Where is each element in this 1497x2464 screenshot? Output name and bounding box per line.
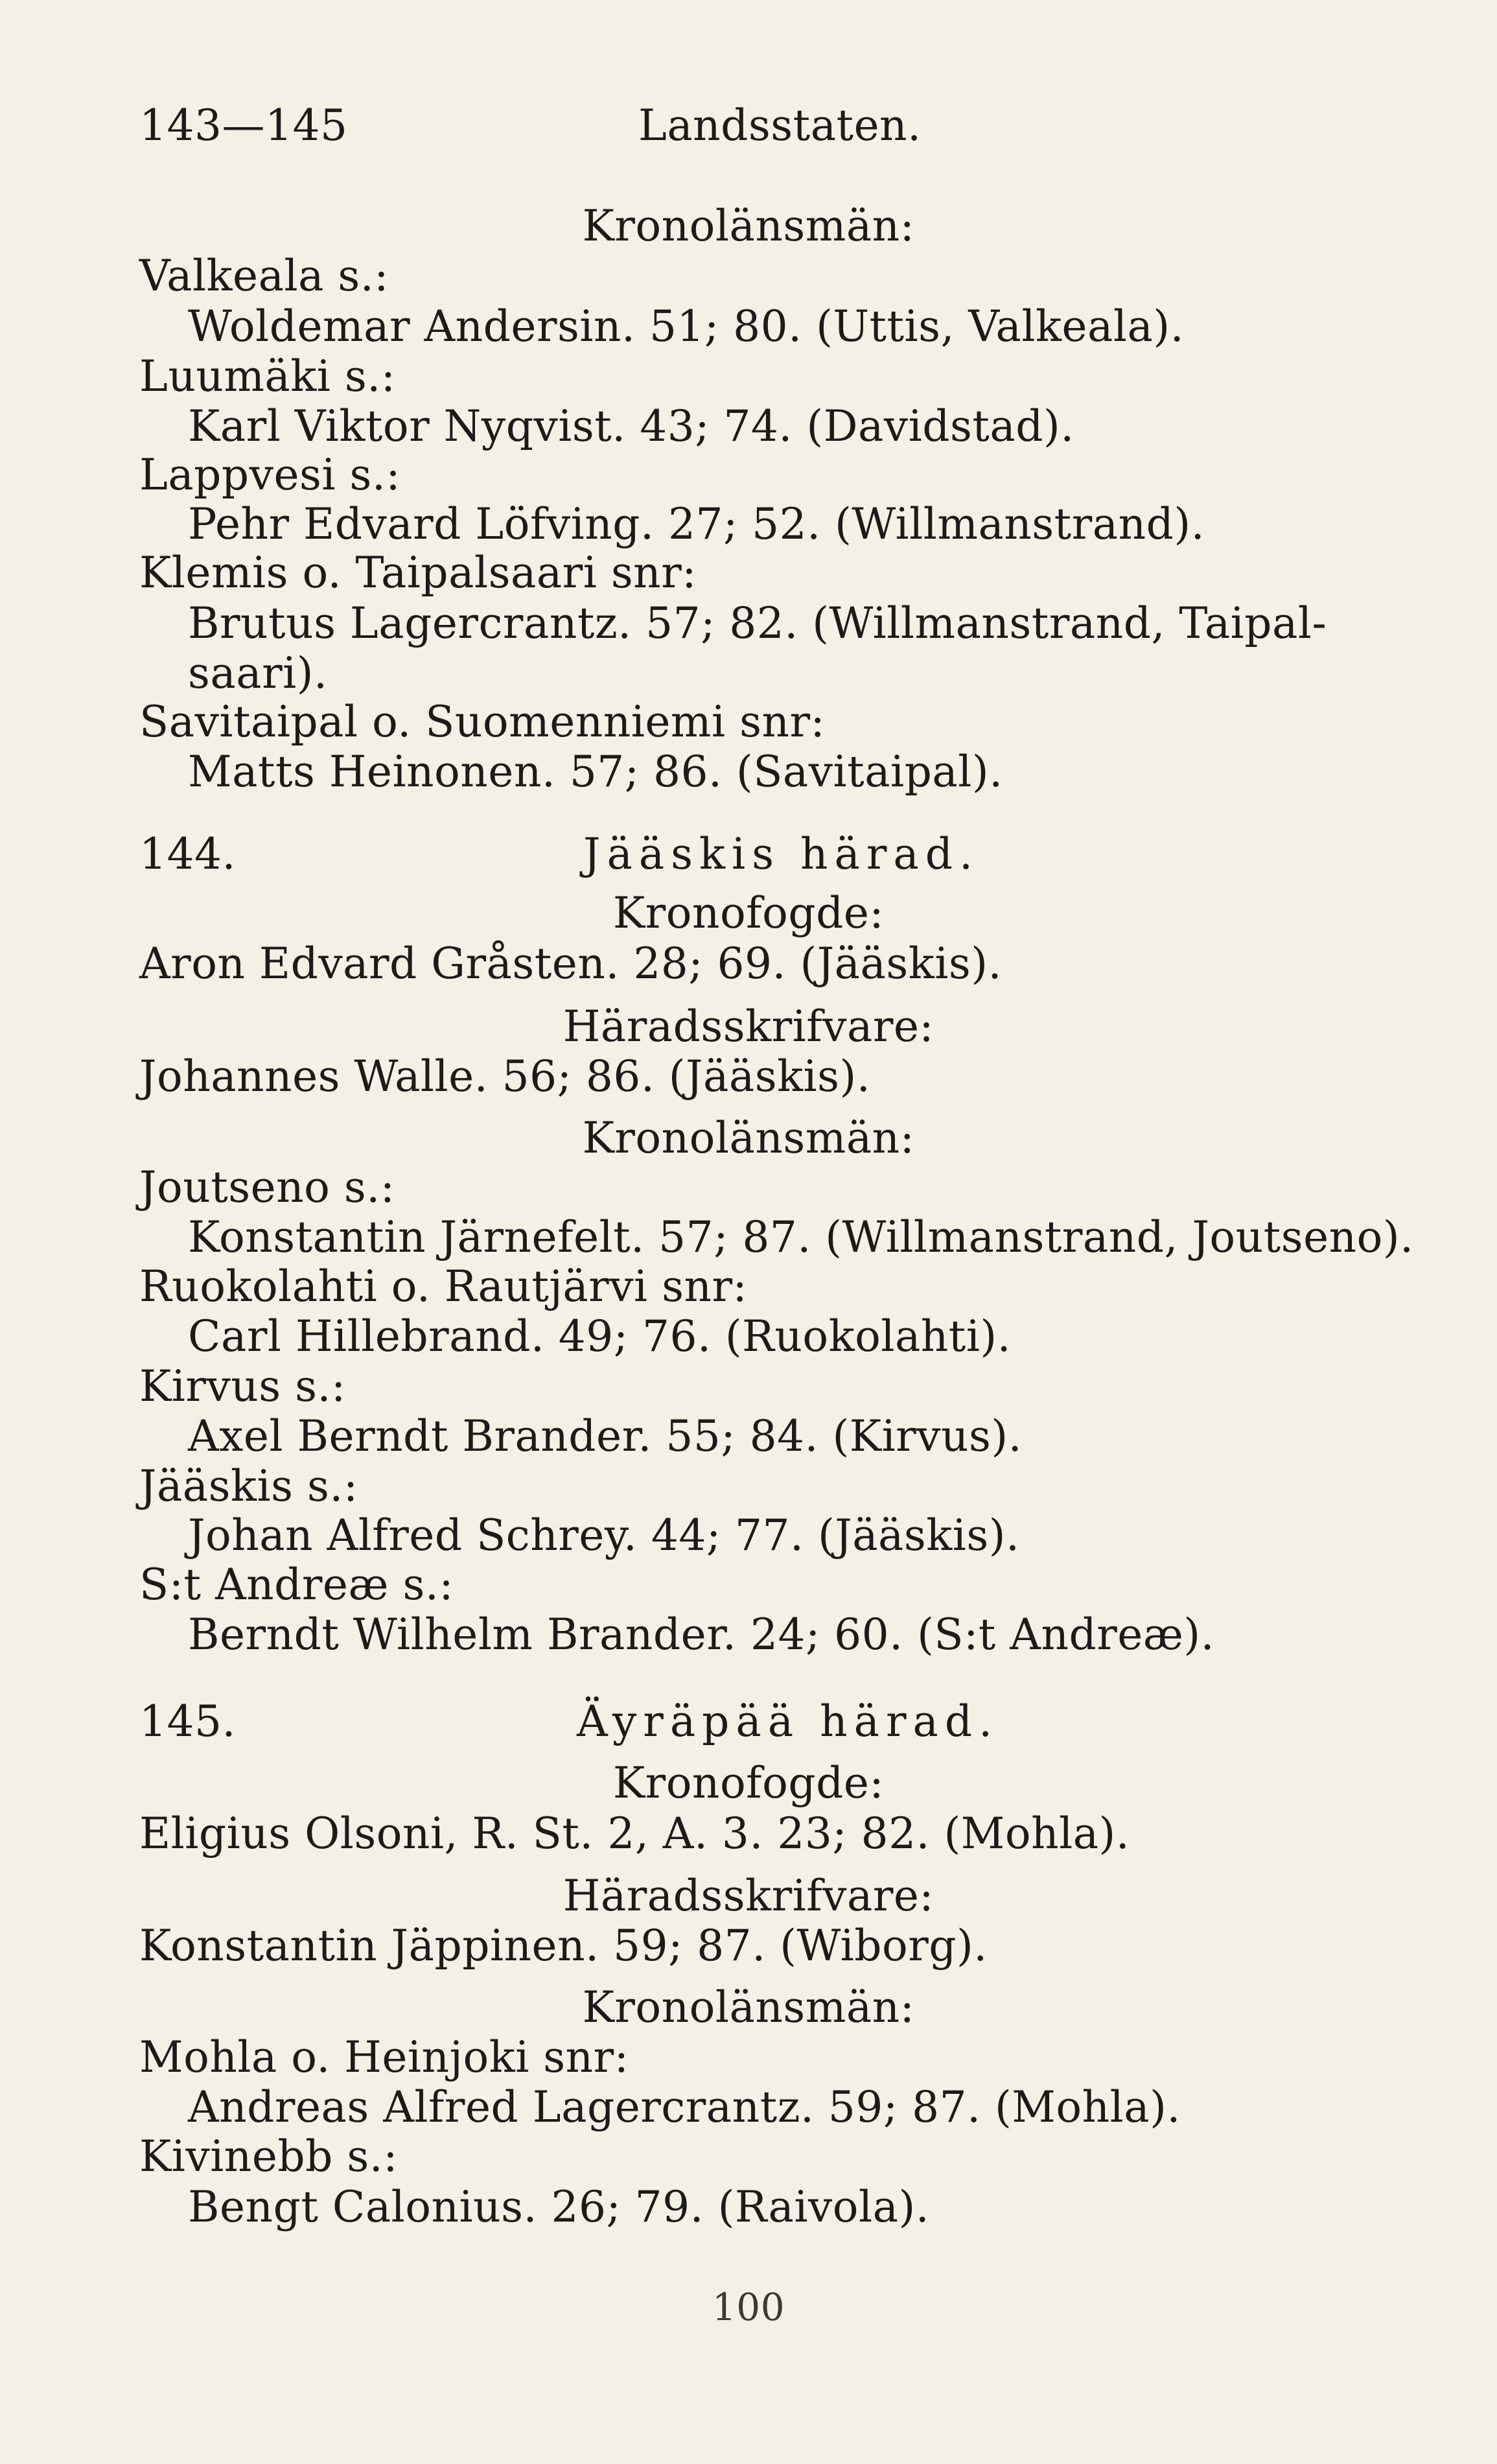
section-number-145: 145.	[139, 1696, 236, 1746]
location-line: Kirvus s.:	[139, 1361, 346, 1411]
location-line: S:t Andreæ s.:	[139, 1560, 454, 1610]
entry-line: Andreas Alfred Lagercrantz. 59; 87. (Mohla).	[188, 2082, 1181, 2132]
location-line: Savitaipal o. Suomenniemi snr:	[139, 697, 826, 747]
location-line: Jääskis s.:	[139, 1461, 358, 1511]
entry-line: Woldemar Andersin. 51; 80. (Uttis, Valkeala).	[188, 301, 1185, 351]
entry-line: Karl Viktor Nyqvist. 43; 74. (Davidstad).	[188, 401, 1074, 451]
location-line: Luumäki s.:	[139, 351, 396, 401]
haradsskrifvare-heading-144: Häradsskrifvare:	[563, 1002, 934, 1051]
section-title-144: Jääskis härad.	[583, 829, 979, 879]
kronofogde-heading-144: Kronofogde:	[612, 888, 885, 938]
entry-line: Bengt Calonius. 26; 79. (Raivola).	[188, 2182, 930, 2232]
location-line: Kivinebb s.:	[139, 2131, 398, 2181]
location-line: Ruokolahti o. Rautjärvi snr:	[139, 1261, 748, 1311]
kronolansman-heading-145: Kronolänsmän:	[582, 1982, 915, 2032]
page-number: 100	[712, 2285, 785, 2329]
kronofogde-entry-144: Aron Edvard Gråsten. 28; 69. (Jääskis).	[139, 939, 1002, 989]
entry-line: Matts Heinonen. 57; 86. (Savitaipal).	[188, 747, 1003, 797]
entry-line: Konstantin Järnefelt. 57; 87. (Willmanstrand, Joutseno).	[188, 1212, 1414, 1262]
entry-line: Pehr Edvard Löfving. 27; 52. (Willmanstrand).	[188, 499, 1205, 549]
haradsskrifvare-heading-145: Häradsskrifvare:	[563, 1871, 934, 1921]
location-line: Mohla o. Heinjoki snr:	[139, 2032, 629, 2082]
kronolansman-heading-143: Kronolänsmän:	[582, 201, 915, 251]
location-line: Klemis o. Taipalsaari snr:	[139, 548, 697, 598]
running-title: Landsstaten.	[638, 100, 922, 150]
entry-line: Axel Berndt Brander. 55; 84. (Kirvus).	[188, 1411, 1023, 1461]
entry-continuation: saari).	[188, 648, 328, 698]
location-line: Lappvesi s.:	[139, 450, 401, 500]
kronofogde-entry-145: Eligius Olsoni, R. St. 2, A. 3. 23; 82. (Mohla).	[139, 1809, 1130, 1859]
haradsskrifvare-entry-145: Konstantin Jäppinen. 59; 87. (Wiborg).	[139, 1921, 988, 1971]
entry-line: Carl Hillebrand. 49; 76. (Ruokolahti).	[188, 1311, 1012, 1361]
location-line: Valkeala s.:	[139, 251, 389, 301]
entry-line: Johan Alfred Schrey. 44; 77. (Jääskis).	[188, 1510, 1020, 1560]
section-title-145: Äyräpää härad.	[577, 1696, 999, 1746]
page-range: 143—145	[139, 100, 348, 150]
haradsskrifvare-entry-144: Johannes Walle. 56; 86. (Jääskis).	[139, 1051, 871, 1101]
entry-line: Berndt Wilhelm Brander. 24; 60. (S:t Andreæ).	[188, 1610, 1215, 1660]
entry-line: Brutus Lagercrantz. 57; 82. (Willmanstrand, Taipal-	[188, 598, 1327, 648]
kronolansman-heading-144: Kronolänsmän:	[582, 1113, 915, 1163]
section-number-144: 144.	[139, 829, 236, 879]
kronofogde-heading-145: Kronofogde:	[612, 1758, 885, 1808]
location-line: Joutseno s.:	[139, 1162, 395, 1212]
